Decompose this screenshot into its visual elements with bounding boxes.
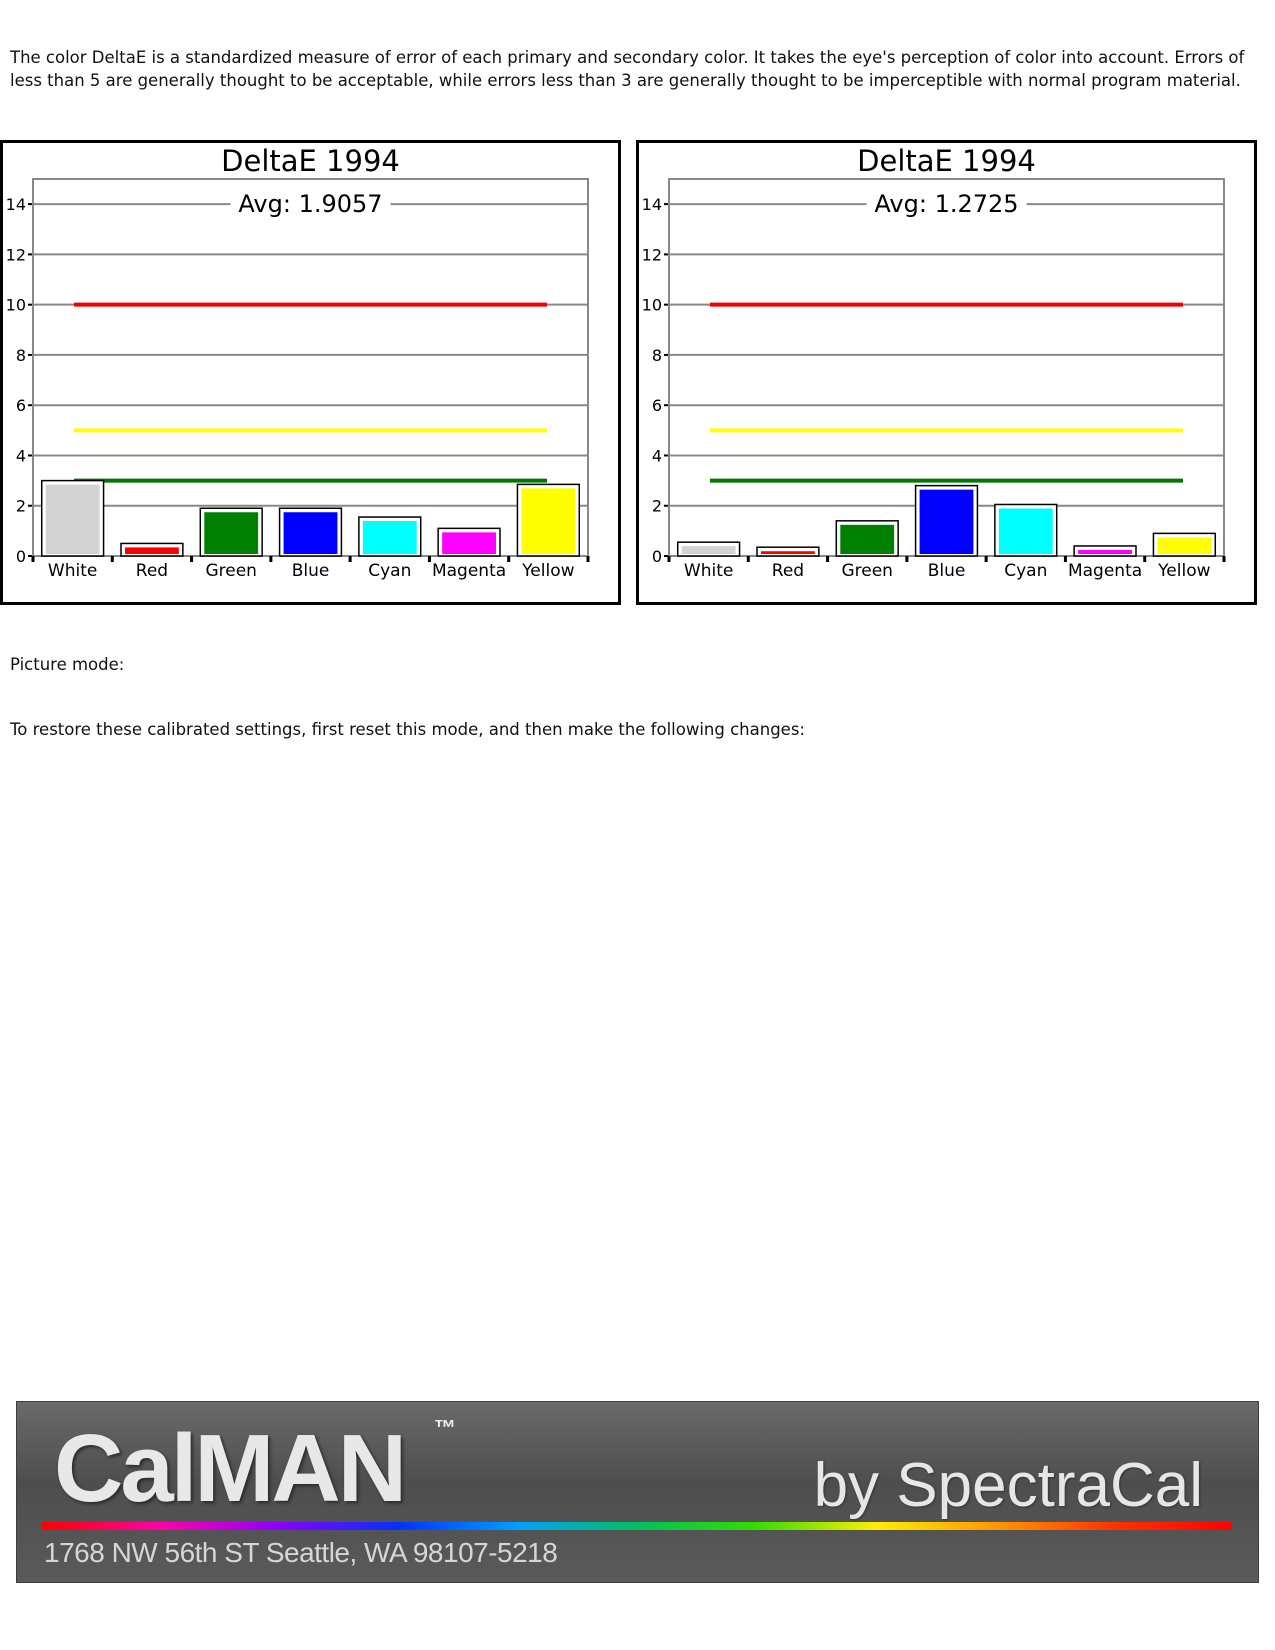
rainbow-stripe [42, 1522, 1232, 1530]
x-tick-label: Magenta [1067, 561, 1143, 581]
picture-mode-label: Picture mode: [10, 655, 125, 674]
bar-blue [284, 512, 338, 554]
bar-cyan [363, 521, 417, 554]
trademark-symbol: ™ [434, 1415, 456, 1440]
x-tick-label: Red [771, 561, 805, 581]
y-tick-label: 0 [651, 547, 662, 566]
deltae-chart-1 [0, 140, 621, 605]
y-tick-label: 14 [641, 195, 662, 215]
bar-red [125, 547, 179, 554]
plot-frame [33, 179, 588, 556]
y-tick-label: 4 [651, 446, 662, 466]
x-tick-label: Red [135, 561, 169, 581]
bar-red [761, 551, 815, 554]
y-tick-label: 2 [15, 496, 26, 516]
x-tick-label: Yellow [522, 561, 575, 581]
avg-annotation: Avg: 1.9057 [238, 190, 383, 219]
y-tick-label: 8 [651, 345, 662, 365]
intro-paragraph: The color DeltaE is a standardized measure of error of each primary and secondary color. It takes the eye's perception of color into account. Errors of less than 5 are generally thought to be acceptable, while errors less than 3 are generally thought to be imperceptible with normal program material. [10, 48, 1245, 90]
x-tick-label: Cyan [1004, 561, 1048, 581]
bar-blue [920, 490, 974, 554]
y-tick-label: 10 [5, 295, 26, 315]
y-tick-label: 6 [651, 396, 662, 416]
y-tick-label: 12 [641, 245, 662, 265]
bar-green [204, 512, 258, 554]
deltae-chart-svg-1 [3, 143, 618, 602]
company-address: 1768 NW 56th ST Seattle, WA 98107-5218 [44, 1537, 558, 1568]
x-tick-label: Cyan [368, 561, 412, 581]
bar-green [840, 525, 894, 554]
y-tick-label: 4 [15, 446, 26, 466]
y-tick-label: 0 [15, 547, 26, 566]
deltae-chart-svg-2 [639, 143, 1254, 602]
y-tick-label: 10 [641, 295, 662, 315]
chart-title: DeltaE 1994 [221, 144, 400, 178]
y-tick-label: 14 [5, 195, 26, 215]
bar-yellow [1157, 537, 1211, 554]
bar-white [682, 546, 736, 554]
x-tick-label: Blue [927, 561, 966, 581]
y-tick-label: 6 [15, 396, 26, 416]
y-tick-label: 2 [651, 496, 662, 516]
deltae-chart-2 [636, 140, 1257, 605]
x-tick-label: Green [205, 561, 257, 581]
avg-annotation: Avg: 1.2725 [874, 190, 1019, 219]
spectracal-byline: by SpectraCal [813, 1451, 1203, 1520]
bar-magenta [1078, 550, 1132, 554]
x-tick-label: Yellow [1158, 561, 1211, 581]
calman-footer-banner [16, 1401, 1259, 1583]
x-tick-label: White [683, 561, 734, 581]
calman-logo: CalMAN [54, 1415, 405, 1522]
restore-instructions: To restore these calibrated settings, first reset this mode, and then make the following changes: [10, 720, 805, 739]
x-tick-label: Blue [291, 561, 330, 581]
x-tick-label: Green [841, 561, 893, 581]
x-tick-label: White [47, 561, 98, 581]
bar-white [46, 485, 100, 554]
bar-yellow [521, 488, 575, 554]
x-tick-label: Magenta [431, 561, 507, 581]
y-tick-label: 8 [15, 345, 26, 365]
chart-title: DeltaE 1994 [857, 144, 1036, 178]
y-tick-label: 12 [5, 245, 26, 265]
bar-cyan [999, 508, 1053, 554]
bar-magenta [442, 532, 496, 554]
